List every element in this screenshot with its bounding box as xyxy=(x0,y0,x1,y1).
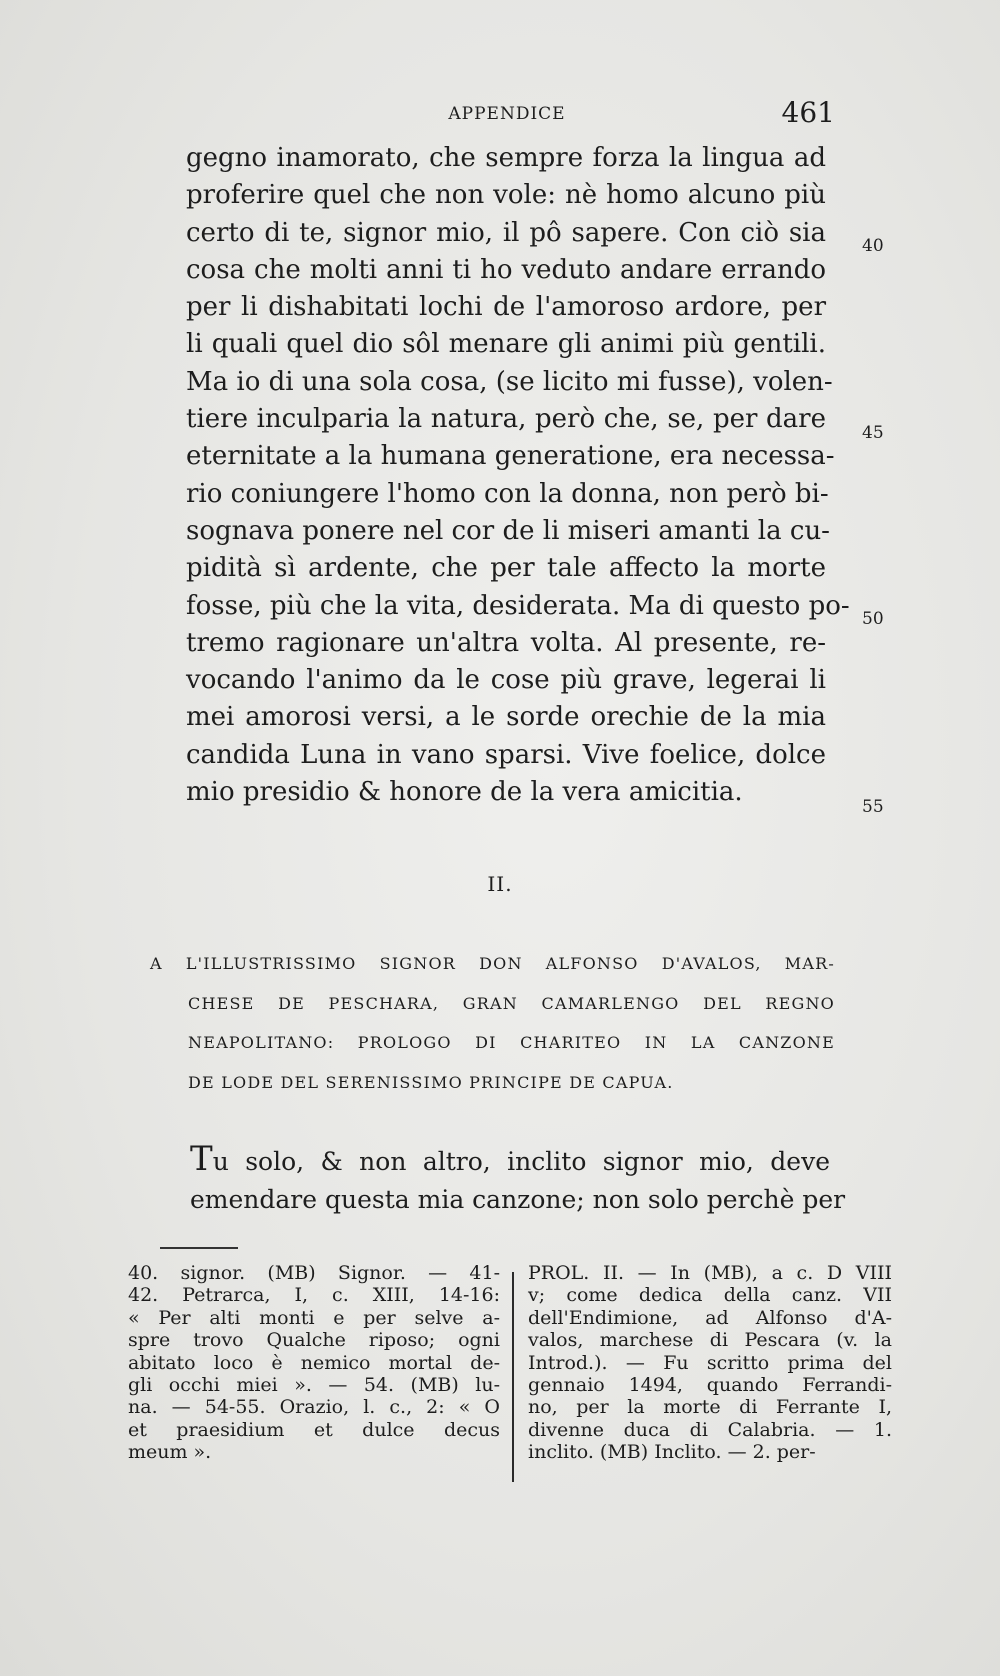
footnote-line: 42. Petrarca, I, c. XIII, 14-16: xyxy=(128,1284,500,1307)
text-line: rio coniungere l'homo con la donna, non però bi- xyxy=(186,478,829,509)
text-line: tiere inculparia la natura, però che, se, per dare xyxy=(186,404,826,435)
footnote-line: v; come dedica della canz. VII xyxy=(528,1284,892,1307)
text-line: vocando l'animo da le cose più grave, legerai li xyxy=(186,665,826,696)
section-number: II. xyxy=(487,872,513,896)
margin-line-number: 50 xyxy=(862,609,884,629)
margin-line-number: 55 xyxy=(862,797,884,817)
text-line: per li dishabitati lochi de l'amoroso ardore, per xyxy=(186,292,826,323)
section-heading xyxy=(150,944,835,1102)
footnote-line: abitato loco è nemico mortal de- xyxy=(128,1351,500,1374)
column-divider xyxy=(512,1272,514,1482)
footnote-line: 40. signor. (MB) Signor. — 41- xyxy=(128,1262,500,1284)
running-head xyxy=(187,96,835,130)
footnote-line: valos, marchese di Pescara (v. la xyxy=(528,1329,892,1352)
footnote-line: gennaio 1494, quando Ferrandi- xyxy=(528,1374,892,1397)
heading-line: CHESE DE PESCHARA, GRAN CAMARLENGO DEL REGNO xyxy=(188,993,835,1013)
footnote-line: dell'Endimione, ad Alfonso d'A- xyxy=(528,1306,892,1329)
opening-line-text: u solo, & non altro, inclito signor mio, deve xyxy=(212,1147,830,1176)
running-title: APPENDICE xyxy=(448,104,566,124)
footnotes-left-column xyxy=(128,1262,500,1464)
text-line: tremo ragionare un'altra volta. Al presente, re- xyxy=(186,627,826,658)
heading-line: NEAPOLITANO: PROLOGO DI CHARITEO IN LA CANZONE xyxy=(188,1033,835,1052)
initial-letter: T xyxy=(190,1139,213,1179)
footnote-line: et praesidium et dulce decus xyxy=(128,1418,500,1441)
footnote-line: Introd.). — Fu scritto prima del xyxy=(528,1351,892,1374)
footnote-line: PROL. II. — In (MB), a c. D VIII xyxy=(528,1262,892,1284)
text-line: li quali quel dio sôl menare gli animi più gentili. xyxy=(186,329,826,360)
heading-line: DE LODE DEL SERENISSIMO PRINCIPE DE CAPUA. xyxy=(188,1072,674,1092)
footnote-line: inclito. (MB) Inclito. — 2. per- xyxy=(528,1441,816,1464)
page-number: 461 xyxy=(781,96,835,129)
footnote-line: divenne duca di Calabria. — 1. xyxy=(528,1418,892,1441)
text-line: sognava ponere nel cor de li miseri amanti la cu- xyxy=(186,515,830,546)
margin-line-number: 45 xyxy=(862,423,884,443)
main-text xyxy=(186,140,850,811)
opening-paragraph xyxy=(190,1139,846,1219)
footnote-line: na. — 54-55. Orazio, l. c., 2: « O xyxy=(128,1396,500,1419)
text-line: gegno inamorato, che sempre forza la lingua ad xyxy=(186,143,826,173)
text-line: Ma io di una sola cosa, (se licito mi fusse), volen- xyxy=(186,366,833,397)
text-line: certo di te, signor mio, il pô sapere. Con ciò sia xyxy=(186,217,826,248)
footnote-line: spre trovo Qualche riposo; ogni xyxy=(128,1329,500,1352)
margin-line-number: 40 xyxy=(862,236,884,256)
footnote-line: gli occhi miei ». — 54. (MB) lu- xyxy=(128,1374,500,1397)
footnote-rule xyxy=(160,1247,238,1249)
text-line: mio presidio & honore de la vera amicitia. xyxy=(186,777,743,808)
heading-line: A L'ILLUSTRISSIMO SIGNOR DON ALFONSO D'AVALOS, MAR- xyxy=(150,954,835,973)
opening-line: emendare questa mia canzone; non solo perchè per xyxy=(190,1185,846,1214)
text-line: cosa che molti anni ti ho veduto andare errando xyxy=(186,254,826,285)
text-line: pidità sì ardente, che per tale affecto la morte xyxy=(186,553,826,584)
text-line: fosse, più che la vita, desiderata. Ma di questo po- xyxy=(186,590,850,621)
text-line: candida Luna in vano sparsi. Vive foelice, dolce xyxy=(186,739,826,770)
text-line: proferire quel che non vole: nè homo alcuno più xyxy=(186,180,826,211)
footnote-line: « Per alti monti e per selve a- xyxy=(128,1306,500,1329)
footnote-line: meum ». xyxy=(128,1441,212,1464)
footnote-line: no, per la morte di Ferrante I, xyxy=(528,1396,892,1419)
footnotes-right-column xyxy=(528,1262,892,1464)
text-line: eternitate a la humana generatione, era necessa- xyxy=(186,441,835,472)
opening-line xyxy=(190,1140,830,1181)
text-line: mei amorosi versi, a le sorde orechie de la mia xyxy=(186,702,826,733)
